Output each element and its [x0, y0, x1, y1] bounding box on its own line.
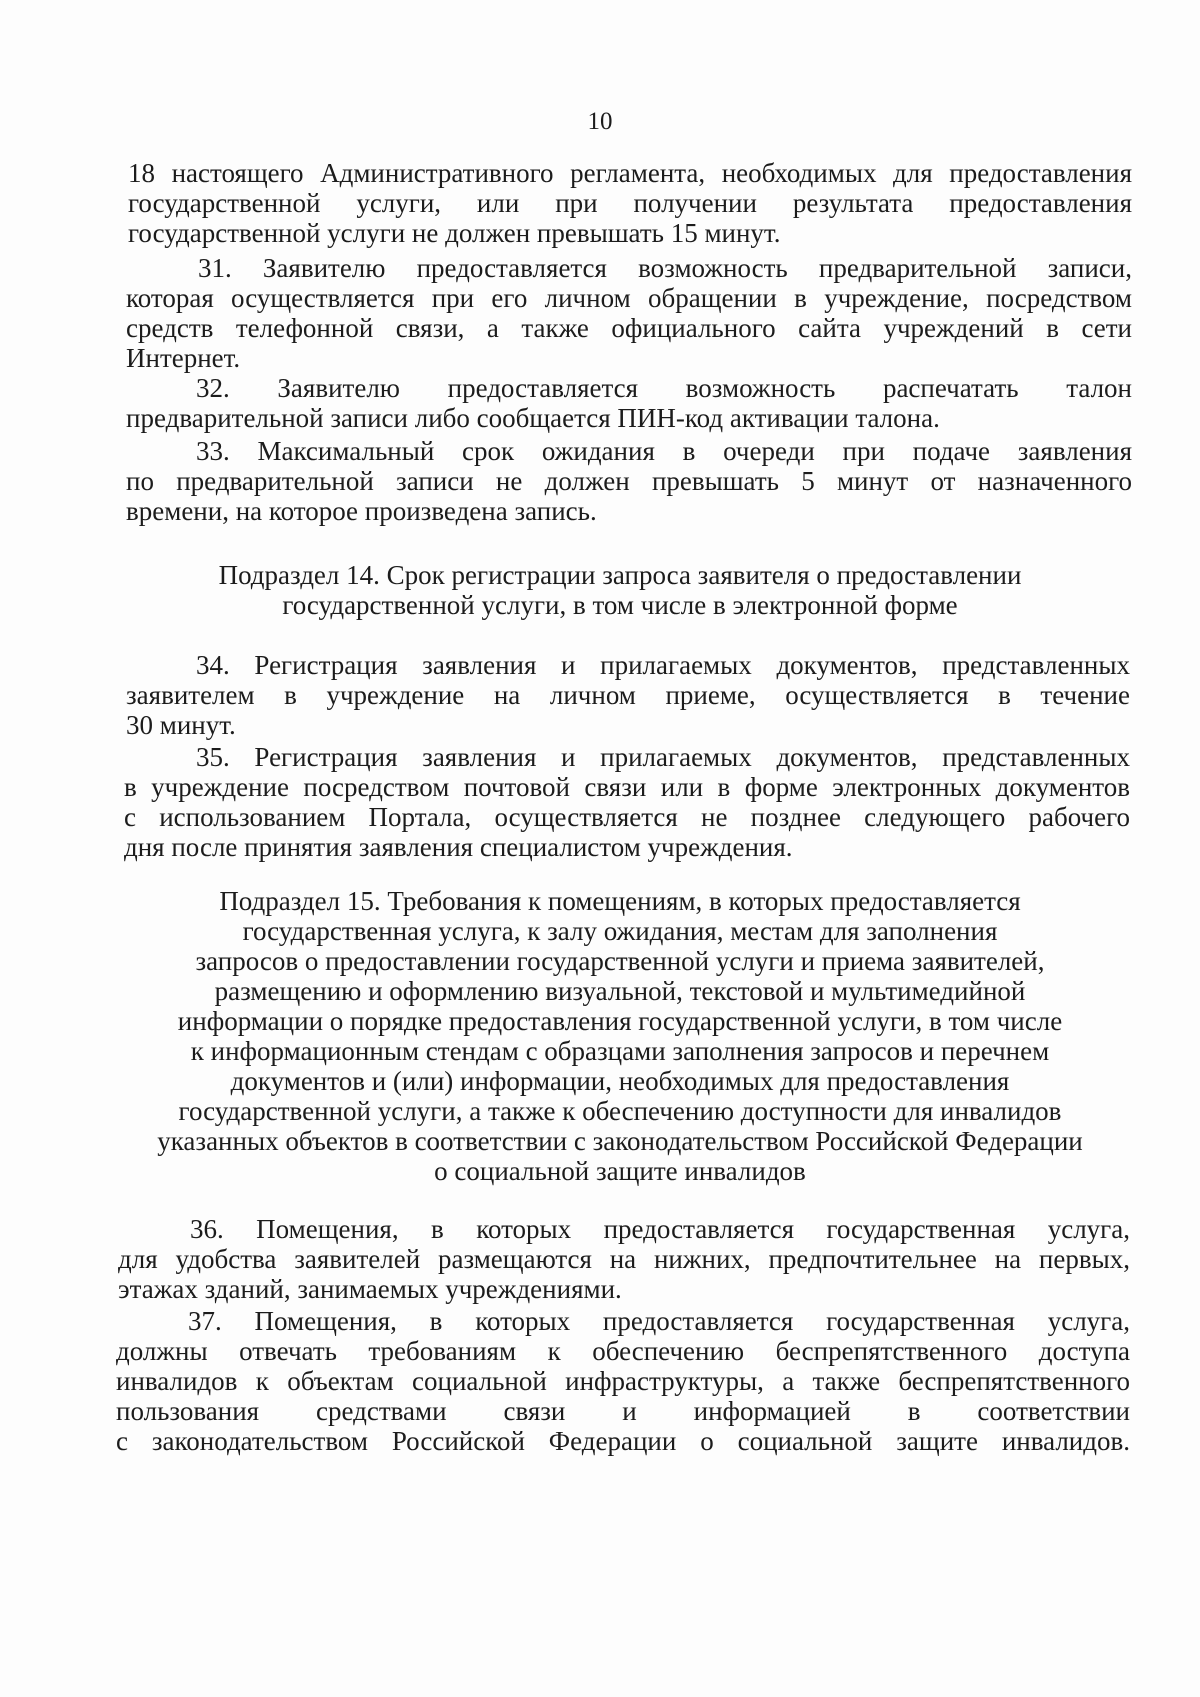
page-number: 10: [587, 108, 613, 135]
text-line: 32. Заявителю предоставляется возможность распечатать талон: [196, 373, 1132, 403]
text-line: которая осуществляется при его личном обращении в учреждение, посредством: [126, 283, 1132, 313]
text-line: пользования средствами связи и информацией в соответствии: [116, 1396, 1130, 1426]
heading-line: запросов о предоставлении государственной услуги и приема заявителей,: [195, 946, 1045, 976]
heading-line: размещению и оформлению визуальной, текстовой и мультимедийной: [214, 976, 1026, 1006]
text-line: 37. Помещения, в которых предоставляется государственная услуга,: [188, 1306, 1130, 1336]
text-line: в учреждение посредством почтовой связи или в форме электронных документов: [124, 772, 1130, 802]
text-line: 34. Регистрация заявления и прилагаемых документов, представленных: [196, 650, 1130, 680]
text-line: по предварительной записи не должен превышать 5 минут от назначенного: [126, 466, 1132, 496]
text-line: 36. Помещения, в которых предоставляется государственная услуга,: [190, 1214, 1130, 1244]
text-line: 35. Регистрация заявления и прилагаемых документов, представленных: [196, 742, 1130, 772]
heading-line: информации о порядке предоставления государственной услуги, в том числе: [177, 1006, 1063, 1036]
text-line: 30 минут.: [126, 710, 236, 740]
heading-line: указанных объектов в соответствии с законодательством Российской Федерации: [157, 1126, 1083, 1156]
text-line: с законодательством Российской Федерации о социальной защите инвалидов.: [116, 1426, 1130, 1456]
text-line: государственной услуги, или при получении результата предоставления: [128, 188, 1132, 218]
text-line: 33. Максимальный срок ожидания в очереди при подаче заявления: [196, 436, 1132, 466]
text-line: Интернет.: [126, 343, 241, 373]
text-line: предварительной записи либо сообщается ПИН-код активации талона.: [126, 403, 940, 433]
text-line: государственной услуги не должен превышать 15 минут.: [128, 218, 781, 248]
heading-line: государственной услуги, в том числе в электронной форме: [282, 590, 958, 620]
text-line: инвалидов к объектам социальной инфраструктуры, а также беспрепятственного: [116, 1366, 1130, 1396]
text-line: этажах зданий, занимаемых учреждениями.: [118, 1274, 622, 1304]
heading-line: документов и (или) информации, необходимых для предоставления: [230, 1066, 1010, 1096]
text-line: 31. Заявителю предоставляется возможность предварительной записи,: [198, 253, 1132, 283]
text-line: должны отвечать требованиям к обеспечению беспрепятственного доступа: [116, 1336, 1130, 1366]
text-line: с использованием Портала, осуществляется не позднее следующего рабочего: [124, 802, 1130, 832]
text-line: средств телефонной связи, а также официального сайта учреждений в сети: [126, 313, 1132, 343]
text-line: 18 настоящего Административного регламента, необходимых для предоставления: [128, 158, 1132, 188]
heading-line: государственной услуги, а также к обеспечению доступности для инвалидов: [178, 1096, 1062, 1126]
heading-line: государственная услуга, к залу ожидания, местам для заполнения: [242, 916, 998, 946]
text-line: заявителем в учреждение на личном приеме, осуществляется в течение: [126, 680, 1130, 710]
heading-line: о социальной защите инвалидов: [434, 1156, 806, 1186]
text-line: дня после принятия заявления специалистом учреждения.: [124, 832, 793, 862]
heading-line: Подраздел 14. Срок регистрации запроса заявителя о предоставлении: [218, 560, 1022, 590]
heading-line: к информационным стендам с образцами заполнения запросов и перечнем: [190, 1036, 1050, 1066]
heading-line: Подраздел 15. Требования к помещениям, в которых предоставляется: [219, 886, 1021, 916]
text-line: времени, на которое произведена запись.: [126, 496, 597, 526]
text-line: для удобства заявителей размещаются на нижних, предпочтительнее на первых,: [118, 1244, 1130, 1274]
